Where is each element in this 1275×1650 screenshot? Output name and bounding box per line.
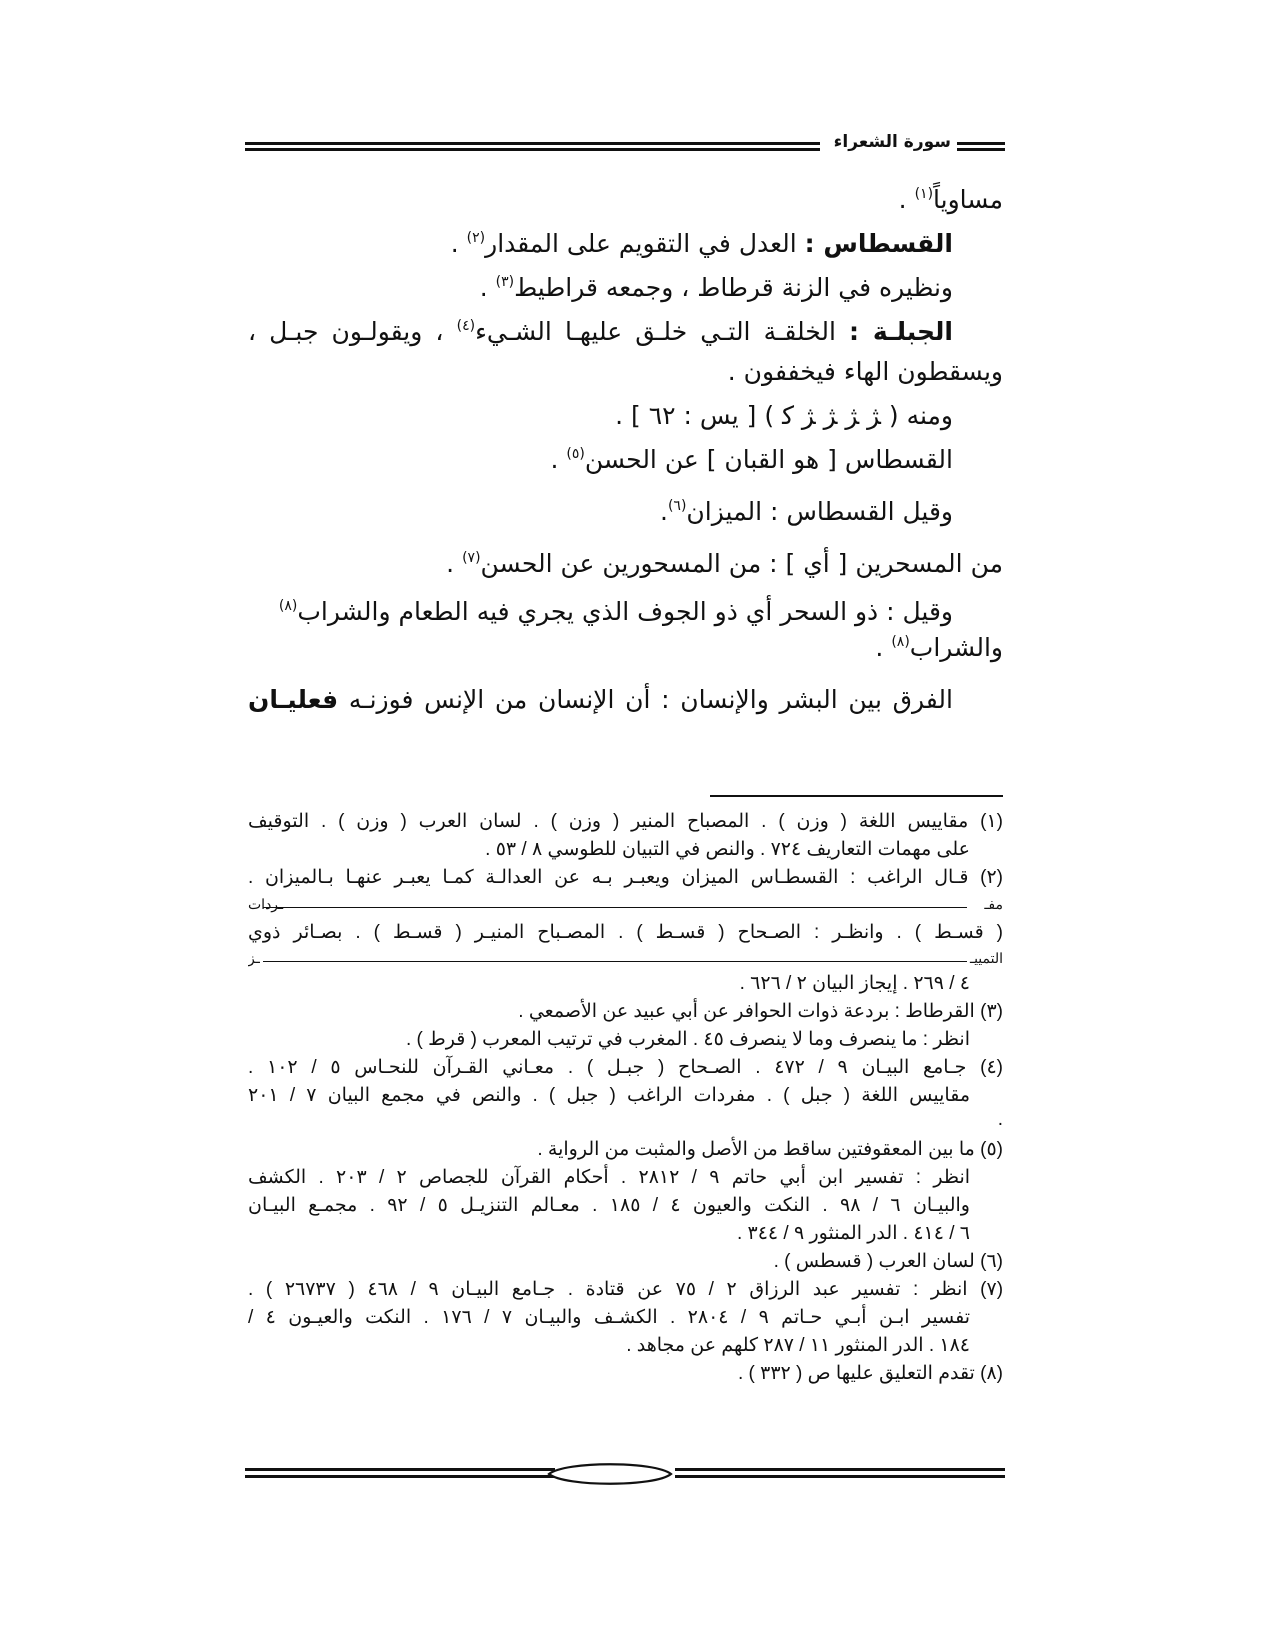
- kashida-leader: [263, 961, 967, 962]
- line-text: مساوياً: [933, 185, 1003, 214]
- line-end: .: [898, 185, 915, 214]
- line-text: القسطاس [ هو القبان ] عن الحسن: [584, 445, 953, 474]
- line-text: الخلقـة التـي خلـق عليهـا الشـيء: [475, 317, 850, 346]
- footnote-4-line-1: (٤) جـامع البيـان ٩ / ٤٧٢ . الصـحاح ( جبـل ) . معـاني القـرآن للنحـاس ٥ / ١٠٢ .: [248, 1057, 1003, 1078]
- text-line-9: [248, 542, 1003, 590]
- footnote-7-line-2: تفسير ابـن أبـي حـاتم ٩ / ٢٨٠٤ . الكشـف والبيـان ٧ / ١٧٦ . النكت والعيـون ٤ /: [248, 1307, 970, 1328]
- text-line-12: [248, 678, 1003, 722]
- text-line-5: [248, 354, 1003, 394]
- footnote-7-line-1: (٧) انظر : تفسير عبد الرزاق ٢ / ٧٥ عن قتادة . جـامع البيـان ٩ / ٤٦٨ ( ٢٦٧٣٧ ) .: [248, 1279, 1003, 1300]
- line-text: الفرق بين البشر والإنسان : أن الإنسان من الإنس فوزنـه: [338, 685, 953, 714]
- footnote-5-line-4: ٦ / ٤١٤ . الدر المنثور ٩ / ٣٤٤ .: [736, 1223, 970, 1244]
- footnote-4-line-3: .: [997, 1110, 1003, 1130]
- footnote-3-line-1: (٣) القرطاط : بردعة ذوات الحوافر عن أبي عبيد عن الأصمعي .: [518, 1001, 1003, 1022]
- dash-start: التمييـ: [969, 950, 1003, 966]
- dash-end: ـردات: [248, 896, 284, 912]
- footnote-2-line-5: ٤ / ٢٦٩ . إيجاز البيان ٢ / ٦٢٦ .: [739, 973, 970, 994]
- line-end: .: [875, 633, 892, 662]
- line-end: .: [479, 273, 496, 302]
- footer-rule-right: [675, 1468, 1005, 1478]
- footnote-2-line-2: [248, 892, 1003, 916]
- text-line-3: [248, 266, 1003, 310]
- footnote-separator: [710, 795, 1003, 797]
- header-rule-right: [957, 142, 1005, 151]
- text-line-7: [248, 438, 1003, 490]
- main-text: [248, 178, 1003, 722]
- kashida-leader: [263, 907, 967, 908]
- footnote-6-line-1: (٦) لسان العرب ( قسطس ) .: [773, 1251, 1003, 1272]
- line-text: وقيل القسطاس : الميزان: [686, 497, 953, 526]
- text-line-2: [248, 222, 1003, 266]
- footnote-1-line-2: على مهمات التعاريف ٧٢٤ . والنص في التبيان للطوسي ٨ / ٥٣ .: [485, 839, 970, 860]
- footnote-2-line-4: [248, 946, 1003, 970]
- footnote-4-line-2: مقاييس اللغة ( جبل ) . مفردات الراغب ( جبل ) . والنص في مجمع البيان ٧ / ٢٠١: [248, 1085, 971, 1106]
- line-end: .: [450, 229, 467, 258]
- surah-title: سورة الشعراء: [833, 132, 951, 152]
- dash-end: ـز: [248, 950, 260, 966]
- footnote-2-line-1: (٢) قـال الراغب : القسطـاس الميزان ويعبـر بـه عن العدالـة كمـا يعبـر عنهـا بـالميزان .: [248, 867, 1003, 888]
- footnote-3-line-2: انظر : ما ينصرف وما لا ينصرف ٤٥ . المغرب في ترتيب المعرب ( قرط ) .: [406, 1029, 970, 1050]
- footnote-8-line-1: (٨) تقدم التعليق عليها ص ( ٣٣٢ ) .: [737, 1363, 1003, 1384]
- page-number-oval-icon: [545, 1455, 675, 1495]
- text-line-1: [248, 178, 1003, 222]
- term: القسطاس :: [804, 229, 953, 258]
- line-text: والشراب: [909, 633, 1003, 662]
- line-end: ، ويقولـون جبـل ،: [248, 317, 457, 346]
- footnote-1-line-1: (١) مقاييس اللغة ( وزن ) . المصباح المنير ( وزن ) . لسان العرب ( وزن ) . التوقيف: [248, 811, 1003, 832]
- footnote-5-line-1: (٥) ما بين المعقوفتين ساقط من الأصل والمثبت من الرواية .: [537, 1139, 1003, 1160]
- line-text: ومنه ( ﮋ ﮋ ﮋ ﮋ ﮐ ) [ يس : ٦٢ ] .: [615, 401, 953, 430]
- header-rule-left: [245, 142, 820, 151]
- line-end: .: [660, 497, 668, 526]
- page-footer-ornament: [245, 1455, 1005, 1495]
- line-end-bold: فعليـان: [248, 685, 339, 714]
- footnote-ref: (٧): [462, 550, 481, 566]
- footnote-ref: (٨): [278, 598, 298, 614]
- line-text: وقيل : ذو السحر أي ذو الجوف الذي يجري فيه الطعام والشراب: [297, 597, 953, 626]
- text-line-8: [248, 490, 1003, 542]
- footer-rule-left: [245, 1468, 555, 1478]
- footnote-ref: (٥): [566, 446, 585, 462]
- footnote-2-line-3: ( قسـط ) . وانظـر : الصـحاح ( قسـط ) . المصـباح المنيـر ( قسـط ) . بصـائر ذوي: [248, 922, 1003, 943]
- footnote-ref: (٢): [466, 230, 486, 246]
- line-text: ويسقطون الهاء فيخففون .: [727, 357, 1003, 386]
- dash-start: مفـ: [984, 896, 1003, 912]
- footnote-5-line-3: والبيـان ٦ / ٩٨ . النكت والعيون ٤ / ١٨٥ . معـالم التنزيـل ٥ / ٩٢ . مجمـع البيـان: [248, 1195, 970, 1216]
- running-header: [245, 132, 1005, 160]
- footnote-ref: (٦): [667, 498, 687, 514]
- footnote-ref: (٤): [456, 318, 476, 334]
- line-text: من المسحرين [ أي ] : من المسحورين عن الحسن: [480, 549, 1003, 578]
- footnotes: [248, 808, 1003, 1388]
- line-text: العدل في التقويم على المقدار: [485, 229, 805, 258]
- line-end: .: [446, 549, 463, 578]
- text-line-10: [248, 590, 1003, 630]
- line-end: .: [550, 445, 567, 474]
- text-line-11: [248, 630, 1003, 678]
- footnote-ref: (٣): [495, 274, 515, 290]
- text-line-6: [248, 394, 1003, 438]
- line-text: ونظيره في الزنة قرطاط ، وجمعه قراطيط: [514, 273, 953, 302]
- text-line-4: [248, 310, 1003, 354]
- footnote-7-line-3: ١٨٤ . الدر المنثور ١١ / ٢٨٧ كلهم عن مجاهد .: [626, 1335, 970, 1356]
- footnote-ref: (٨): [891, 634, 910, 650]
- footnote-ref: (١): [914, 186, 934, 202]
- footnote-5-line-2: انظر : تفسير ابن أبي حاتم ٩ / ٢٨١٢ . أحكام القرآن للجصاص ٢ / ٢٠٣ . الكشف: [248, 1167, 971, 1188]
- term: الجبلـة :: [849, 317, 953, 346]
